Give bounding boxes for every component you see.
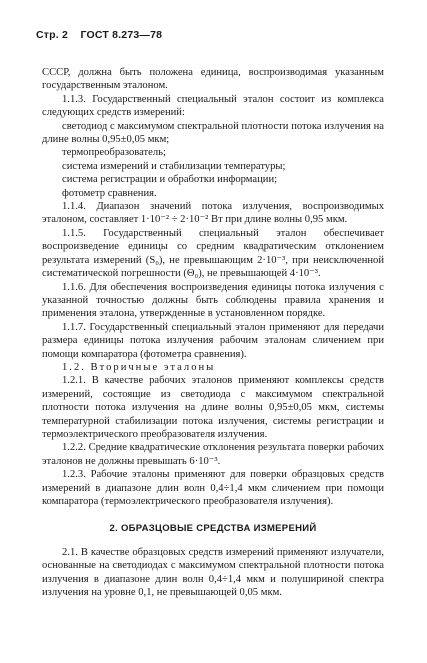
list-item-temp-system: система измерений и стабилизации температуры; [62, 160, 286, 172]
list-item-photometer: фотометр сравнения. [62, 187, 157, 199]
paragraph-1-1-4: 1.1.4. Диапазон значений потока излучения, воспроизводимых эталоном, составляет 1·10⁻² ÷ 2·10⁻² Вт при длине волны 0,95 мкм. [42, 201, 384, 226]
paragraph-1-1-5: 1.1.5. Государственный специальный эталон обеспечивает воспроизведение единицы со средним квадратическим отклонением результата измерений (S₀), не превышающим 2·10⁻³, при неисключенной систематической погрешности (Θ₀), не превышающей 4·10⁻³. [42, 227, 384, 280]
list-item-led: светодиод с максимумом спектральной плотности потока излучения на длине волны 0,95±0,05 мкм; [42, 120, 384, 146]
page-number: Стр. 2 [36, 29, 69, 41]
paragraph-1-1-3: 1.1.3. Государственный специальный эталон состоит из комплекса следующих средств измерений: [42, 93, 384, 119]
paragraph-intro: СССР, должна быть положена единица, воспроизводимая указанным государственным эталоном. [42, 67, 384, 92]
section-title-reference-instruments: 2. ОБРАЗЦОВЫЕ СРЕДСТВА ИЗМЕРЕНИЙ [109, 523, 317, 535]
list-item-thermo-converter: термопреобразователь; [62, 147, 166, 159]
paragraph-1-1-6: 1.1.6. Для обеспечения воспроизведения единицы потока излучения с указанной точностью должны быть соблюдены правила хранения и применения эталона, утвержденные в установленном порядке. [42, 281, 384, 320]
page-header [36, 29, 162, 41]
subsection-title-secondary-standards: 1.2. Вторичные эталоны [62, 361, 216, 373]
paragraph-1-2-1: 1.2.1. В качестве рабочих эталонов применяют комплексы средств измерений, состоящие из светодиода с максимумом спектральной плотности потока излучения на длине волны 0,95±0,05 мкм, системы температурной стабилизации потока излучения, системы регистрации и термоэлектрического преобразователя излучения. [42, 375, 384, 440]
standard-number: ГОСТ 8.273—78 [80, 29, 163, 41]
paragraph-1-2-2: 1.2.2. Средние квадратические отклонения результата поверки рабочих эталонов не должны превышать 6·10⁻³. [42, 442, 384, 467]
list-item-reg-system: система регистрации и обработки информации; [62, 174, 278, 186]
document-body [42, 66, 384, 599]
paragraph-1-1-7: 1.1.7. Государственный специальный эталон применяют для передачи размера единицы потока излучения рабочим эталонам сличением при помощи компаратора (фотометра сравнения). [42, 321, 384, 360]
paragraph-2-1: 2.1. В качестве образцовых средств измерений применяют излучатели, основанные на светодиодах с максимумом спектральной плотности потока излучения в диапазоне длин волн 0,4÷1,4 мкм и полушириной спектра излучения на уровне 0,1, не превышающей 0,05 мкм. [42, 546, 384, 599]
paragraph-1-2-3: 1.2.3. Рабочие эталоны применяют для поверки образцовых средств измерений в диапазоне длин волн 0,4÷1,4 мкм сличением при помощи компаратора (термоэлектрического преобразователя излучения). [42, 469, 384, 507]
